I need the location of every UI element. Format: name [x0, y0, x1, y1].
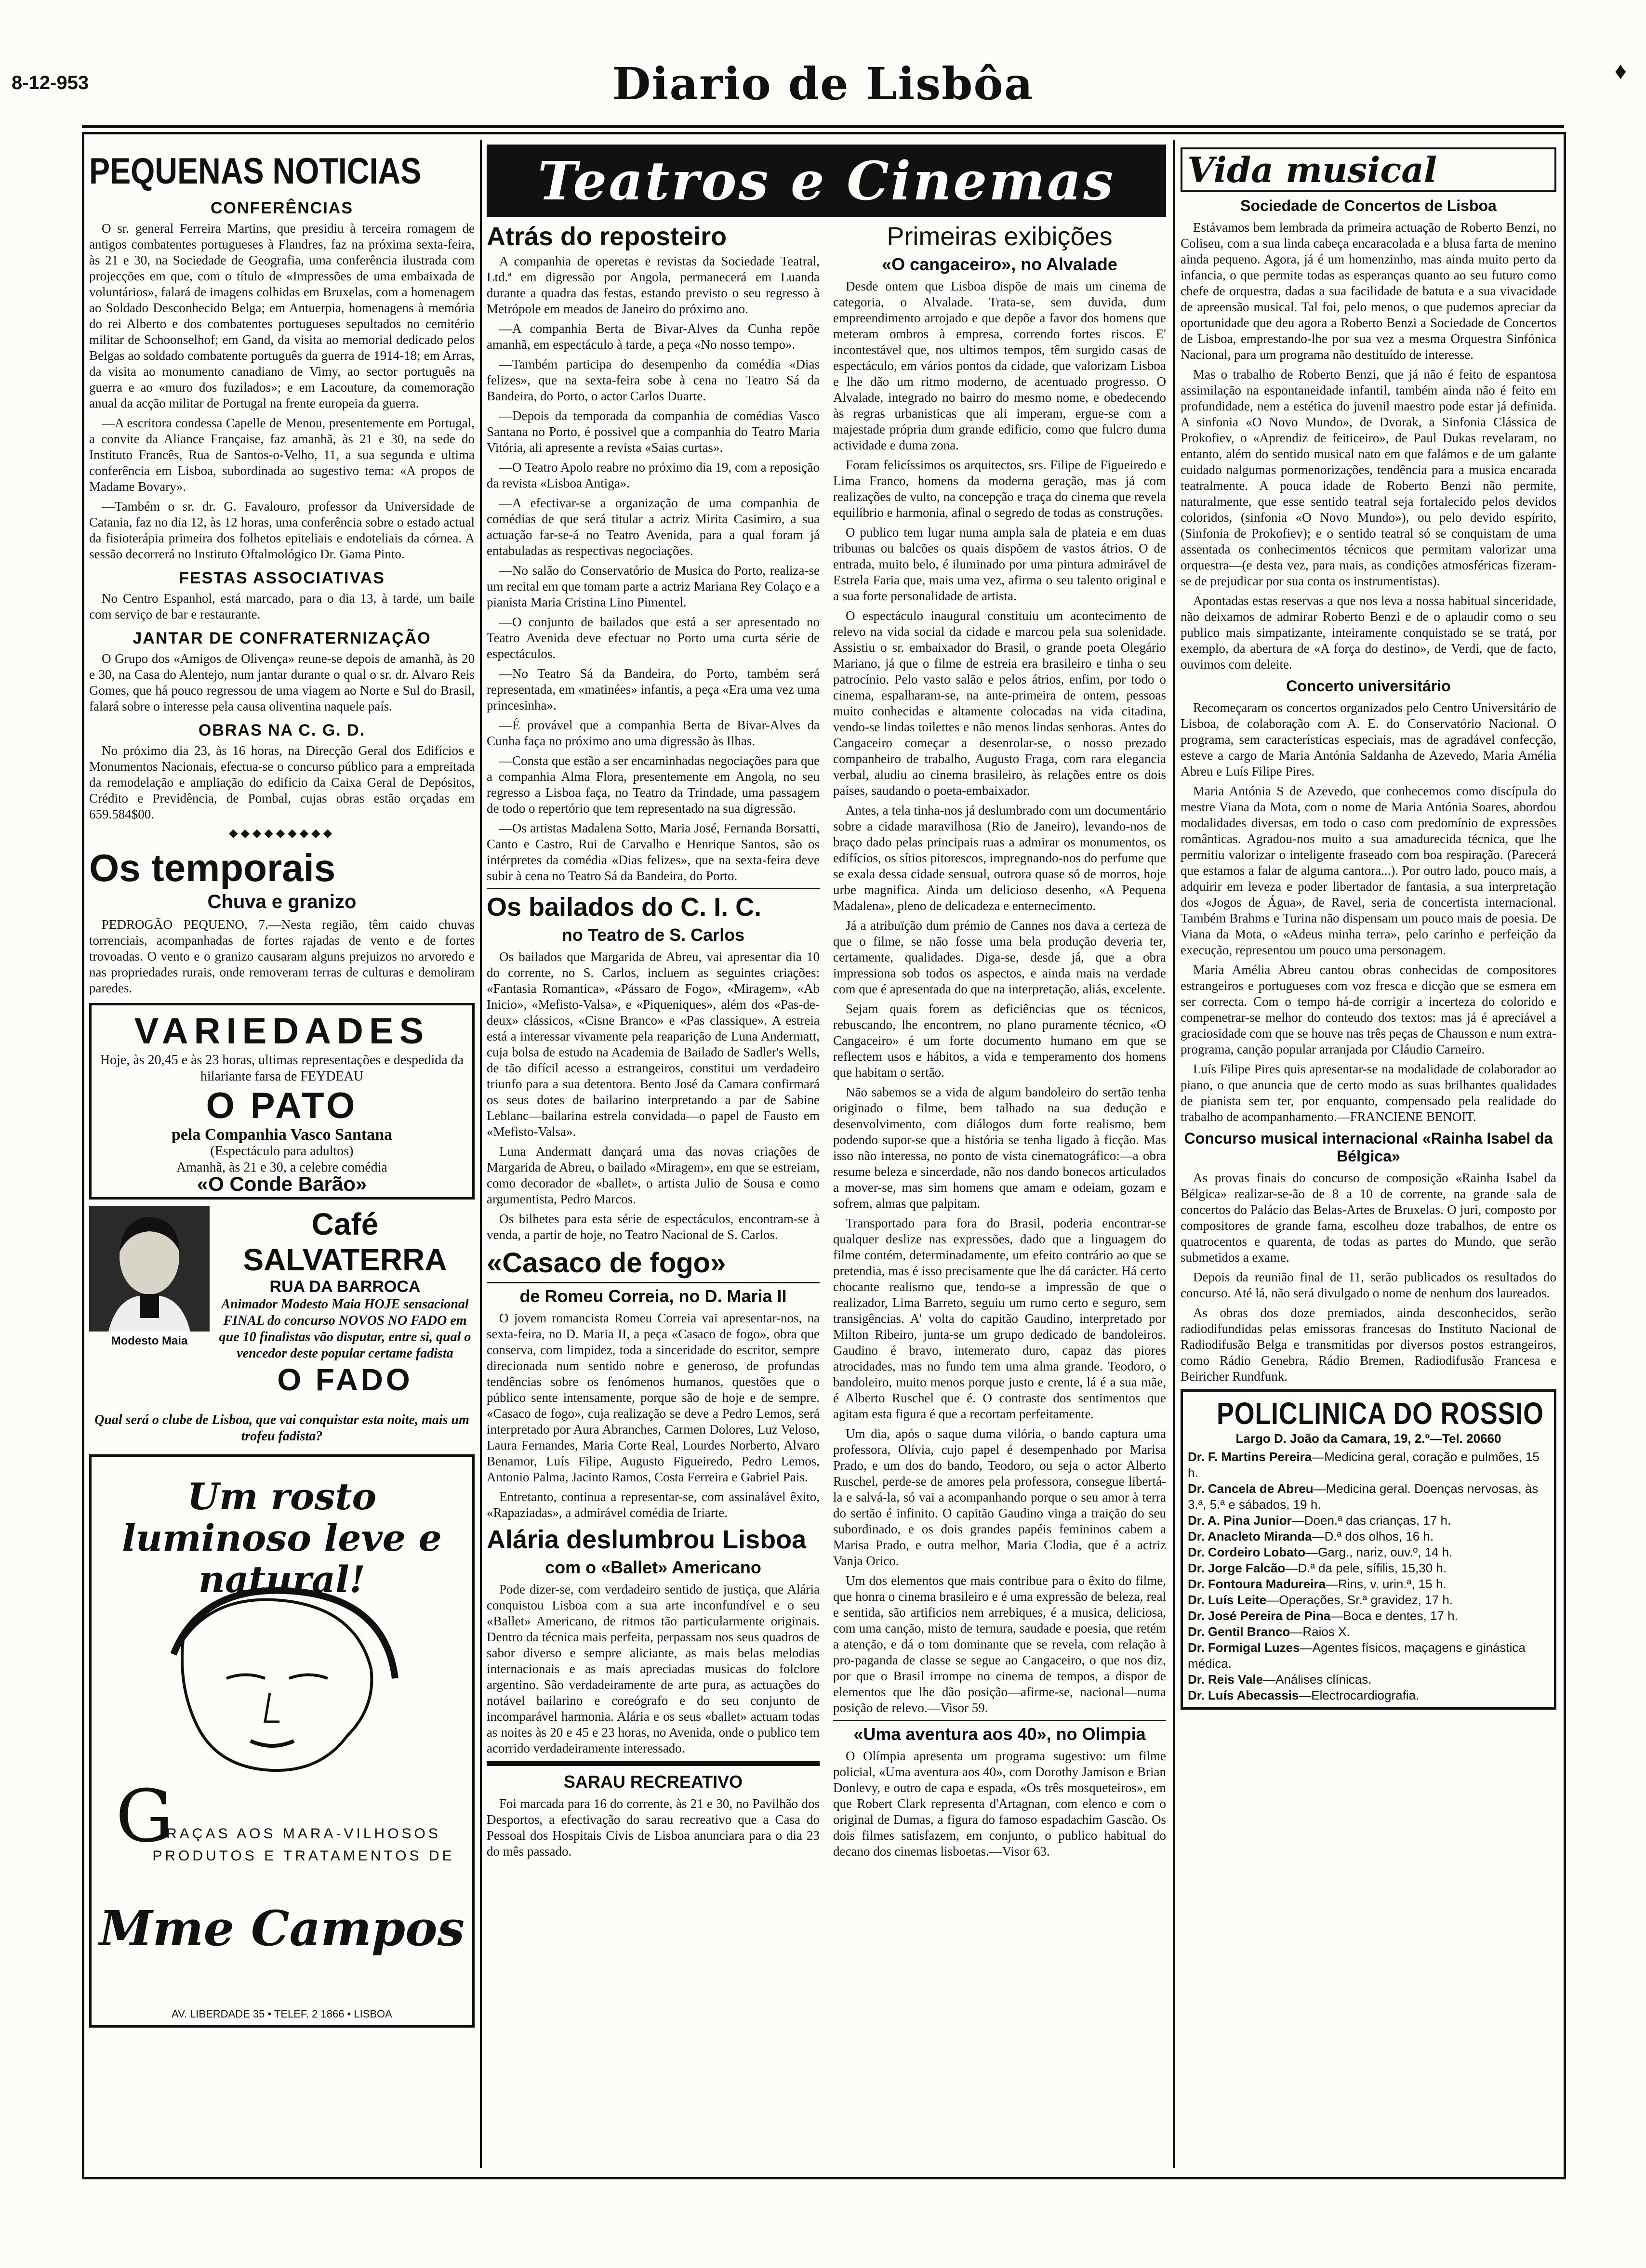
portrait-image	[89, 1206, 210, 1332]
doctor-entry	[1188, 1481, 1549, 1513]
doctor-entry	[1188, 1560, 1549, 1576]
article-paragraph: As provas finais do concurso de composição «Rainha Isabel da Bélgica» realizar-se-ão de 8 a 10 de corrente, na grande sala de concertos do Palácio das Belas-Artes de Bruxelas. O juri, composto por compositores de grande fama, escolheu doze trabalhos, de entre os quatrocentos e quarenta, de todas as partes do Mundo, que serão submetidos a exame.	[1181, 1171, 1556, 1265]
olimpia-title: «Uma aventura aos 40», no Olimpia	[833, 1720, 1166, 1744]
article-paragraph: PEDROGÃO PEQUENO, 7.—Nesta região, têm caido chuvas torrenciais, acompanhadas de fortes rajadas de vento e de fortes trovoadas. O vento e o granizo causaram alguns prejuizos no arvoredo e nas propriedades rurais, onde removeram terras de culturas e demoliram paredes.	[89, 917, 475, 995]
doctor-name: Dr. Jorge Falcão	[1188, 1561, 1286, 1575]
woman-face-illustration	[145, 1582, 414, 1794]
variedades-note: (Espectáculo para adultos)	[210, 1144, 354, 1159]
casaco-subtitle: de Romeu Correia, no D. Maria II	[487, 1282, 820, 1306]
article-paragraph: Os bilhetes para esta série de espectáculos, encontram-se à venda, a partir de hoje, no Teatro Nacional de S. Carlos.	[487, 1212, 820, 1242]
article-paragraph: Pode dizer-se, com verdadeiro sentido de justiça, que Alária conquistou Lisboa com a sua arte inconfundível e o seu «Ballet» Americano, de ritmos tão particularmente originais. Dentro da técnica mais perfeita, perpassam nos seus quadros de sabor diverso e sempre aliciante, as mais belas melodias internacionais e as mais apreciadas musicas do folclore argentino. São verdadeiramente de arte pura, as actuações do notável bailarino e coreógrafo e do seu conjunto de incomparável harmonia. Alária e os seus «ballet» actuam todas as noites às 20 e 45 e 23 horas, no Avenida, onde o publico tem acorrido verdadeiramente interessado.	[487, 1582, 820, 1755]
article-paragraph: Os bailados que Margarida de Abreu, vai apresentar dia 10 do corrente, no S. Carlos, incluem as seguintes criações: «Fantasia Romantica», «Pássaro de Fogo», «Miragem», «Ab Inicio», «Mefisto-Valsa», e «Piqueniques», além dos «Pas-de-deux» clássicos, «Cisne Branco» e «Pas classique». A estreia está a interessar vivamente pela reaparição de Luna Andermatt, cuja bolsa de estudo na Academia de Bailado de Sadler's Wells, de tão difícil acesso a estrangeiros, constitui um verdadeiro triunfo para a sua detentora. Bento José da Camara confirmará os seus dotes de bailarino interpretando a par de Sabine Leblanc—bailarina estrela convidada—o papel de Fausto em «Mefisto-Valsa».	[487, 949, 820, 1139]
article-paragraph: Um dia, após o saque duma vilória, o bando captura uma professora, Olívia, cujo papel é desempenhado por Marisa Prado, e um dos do bando, Teodoro, ou seja o actor Alberto Ruschel, perde-se de amores pela professora, consegue libertá-la e salvá-la, só vai a acompanhando porque o seu amor à terra do sertão é infinito. O capitão Gaudino vinga a traição do seu subordinado, e os dois grandes papéis femininos cabem a Marisa Prado, e outra melhor, Maria Clodia, que é a actriz Vanja Orico.	[833, 1426, 1166, 1568]
sarau-title: SARAU RECREATIVO	[563, 1772, 743, 1792]
variedades-line: Hoje, às 20,45 e às 23 horas, ultimas representações e despedida da hilariante farsa de FEYDEAU	[100, 1053, 464, 1084]
campos-address: AV. LIBERDADE 35 • TELEF. 2 1866 • LISBOA	[172, 2008, 392, 2020]
campos-beauty-ad	[89, 1454, 475, 2028]
article-paragraph: No Centro Espanhol, está marcado, para o dia 13, à tarde, um baile com serviço de bar e restaurante.	[89, 591, 475, 621]
article-paragraph: Luís Filipe Pires quis apresentar-se na modalidade de colaborador ao piano, o que anuncia que de certo modo as suas brilhantes qualidades de pianista sem ter, por enquanto, compensado pela realidade do trabalho de acompanhamento.—FRANCIENE BENOIT.	[1181, 1062, 1556, 1124]
article-paragraph: Apontadas estas reservas a que nos leva a nossa habitual sinceridade, não deixamos de admirar Roberto Benzi e de o aplaudir como o seu publico mais simpatizante, inteiramente conquistado se se tratá, por exemplo, da abertura de «A força do destino», de Verdi, que de facto, ouvimos com deleite.	[1181, 593, 1556, 672]
doctor-name: Dr. Anacleto Miranda	[1188, 1529, 1312, 1543]
doctor-name: Dr. F. Martins Pereira	[1188, 1450, 1312, 1464]
sociedade-heading: Sociedade de Concertos de Lisboa	[1240, 197, 1497, 214]
article-paragraph: Foi marcada para 16 do corrente, às 21 e 30, no Pavilhão dos Desportos, a efectivação do sarau recreativo que a Casa do Pessoal dos Hospitais Civis de Lisboa anunciara para o dia 23 do mês passado.	[487, 1796, 820, 1859]
festas-heading: FESTAS ASSOCIATIVAS	[179, 569, 385, 587]
issue-date: 8-12-953	[12, 72, 89, 93]
photo-caption: Modesto Maia	[111, 1334, 188, 1347]
top-rule	[82, 125, 1564, 128]
doctor-specialty: —D.ª dos olhos, 16 h.	[1312, 1529, 1434, 1543]
concerto-heading: Concerto universitário	[1286, 677, 1451, 695]
article-paragraph: —No Teatro Sá da Bandeira, do Porto, também será representada, em «matinées» infantis, a peça «Era uma vez uma princesinha».	[487, 666, 820, 712]
bailados-subtitle: no Teatro de S. Carlos	[561, 925, 745, 945]
left-column	[89, 145, 475, 2168]
article-paragraph: —A efectivar-se a organização de uma companhia de comédias de que será titular a actriz Mirita Casimiro, a sua actuação far-se-á no Teatro Avenida, para a qual foram já entabuladas as respectivas negociações.	[487, 496, 820, 558]
doctor-specialty: —Operações, Sr.ª gravidez, 17 h.	[1266, 1593, 1453, 1607]
cafe-promo: Animador Modesto Maia HOJE sensacional FINAL do concurso NOVOS NO FADO em que 10 finalistas vão disputar, entre si, qual o vencedor deste popular certame fadista	[219, 1297, 471, 1361]
doctor-name: Dr. Formigal Luzes	[1188, 1640, 1300, 1655]
article-paragraph: Desde ontem que Lisboa dispõe de mais um cinema de categoria, o Alvalade. Trata-se, sem duvida, dum empreendimento arrojado e que depõe a favor dos homens que meteram ombros à empresa, correndo fortes riscos. E' incontestável que, nos ultimos tempos, têm surgido casas de espectáculo, em vários pontos da cidade, que valorizam Lisboa e lhe dão um ritmo moderno, de acentuado progresso. O Alvalade, integrado no bairro do mesmo nome, e obedecendo às regras urbanisticas que ali imperam, ergue-se com a majestade própria dum grande edificio, como que fulcro duma actividade e duma zona.	[833, 279, 1166, 452]
bailados-title: Os bailados do C. I. C.	[487, 888, 820, 922]
doctor-entry	[1188, 1640, 1549, 1672]
article-paragraph: —Os artistas Madalena Sotto, Maria José, Fernanda Borsatti, Canto e Castro, Rui de Carvalho e Henrique Santos, são os intérpretes da comédia «Dias felizes», que na sexta-feira deve subir à cena no Teatro Sá da Bandeira, do Porto.	[487, 821, 820, 883]
theatre-subcolumn	[487, 222, 820, 1863]
article-paragraph: Antes, a tela tinha-nos já deslumbrado com um documentário sobre a cidade maravilhosa (Rio de Janeiro), levando-nos de braço dado pelas principais ruas a admirar os monumentos, os edifícios, os sítios pitorescos, impregnando-nos do perfume que se exala dessa cidade sensual, outrora quase só de morros, hoje urbe magnifica. Ainda um delicioso desenho, «A Pequena Madalena», pleno de delicadeza e enternecimento.	[833, 803, 1166, 913]
article-paragraph: O sr. general Ferreira Martins, que presidiu à terceira romagem de antigos combatentes portugueses à Flandres, faz na próxima sexta-feira, às 21 e 30, na Sociedade de Geografia, uma conferência ilustrada com projecções em que, com o título de «Impressões de uma embaixada de voluntários», falará de imagens colhidas em Bruxelas, com a homenagem ao Soldado Desconhecido Belga; em Antuerpia, homenagens à memória do rei Alberto e dos combatentes portugueses sepultados no cemitério militar de Schoonselhof; em Gand, da visita ao memorial dedicado pelos Belgas ao soldado combatente português da guerra de 1914-18; em Arras, da visita ao monumento canadiano de Vimy, ao sector português na guerra e ao «muro dos fuzilados»; e em Lacouture, da comemoração anual da acção militar de Portugal na frente europeia da guerra.	[89, 221, 475, 410]
article-paragraph: —Também o sr. dr. G. Favalouro, professor da Universidade de Catania, faz no dia 12, às 12 horas, uma conferência sobre o estado actual da fisioterápia primeira dos folhetos epiteliais e endoteliais da córnea. A sessão decorrerá no Instituto Oftalmológico Dr. Gama Pinto.	[89, 499, 475, 561]
concurso-heading: Concurso musical internacional «Rainha Isabel da Bélgica»	[1184, 1130, 1553, 1165]
cangaceiro-subtitle: «O cangaceiro», no Alvalade	[882, 254, 1117, 274]
alaria-subtitle: com o «Ballet» Americano	[545, 1557, 761, 1577]
doctor-specialty: —Boca e dentes, 17 h.	[1330, 1609, 1458, 1623]
column-divider	[1173, 140, 1175, 2168]
doctor-entry	[1188, 1592, 1549, 1608]
middle-column	[487, 145, 1166, 2168]
doctor-entry	[1188, 1529, 1549, 1544]
campos-slogan: Um rosto luminoso leve e natural!	[122, 1475, 442, 1601]
article-paragraph: Maria Amélia Abreu cantou obras conhecidas de compositores estrangeiros e portugueses com voz fresca e dicção que se esmera em ser correcta. Com o tempo há-de corrigir a incerteza do colorido e compenetrar-se melhor do conteudo dos textos: mas já é apreciável a graciosidade com que se houve nas três peças de Chausson e num extra-programa, canção popular arranjada por Cláudio Carneiro.	[1181, 963, 1556, 1056]
article-paragraph: —O conjunto de bailados que está a ser apresentado no Teatro Avenida deve efectuar no Porto uma curta série de espectáculos.	[487, 615, 820, 661]
variedades-line: Amanhã, às 21 e 30, a celebre comédia	[176, 1160, 387, 1175]
doctor-specialty: —Raios X.	[1290, 1624, 1350, 1639]
policlinica-ad	[1181, 1389, 1556, 1710]
column-divider	[480, 140, 482, 2168]
doctor-name: Dr. Luís Leite	[1188, 1593, 1267, 1607]
doctor-specialty: —Doen.ª das crianças, 17 h.	[1291, 1513, 1451, 1528]
conferencias-heading: CONFERÊNCIAS	[210, 199, 354, 217]
article-paragraph: O espectáculo inaugural constituiu um acontecimento de relevo na vida social da cidade e marcou pela sua solenidade. Assistiu o sr. embaixador do Brasil, o grande poeta Olegário Mariano, já que o filme de estreia era brasileiro e tinha o seu patrocínio. Pelo vasto salão e pelos átrios, enfim, por todo o cinema, espalharam-se, na ante-primeira de ontem, pessoas muito conhecidas e altamente colocadas na vida citadina, vendo-se lindas toilettes e não menos lindas senhoras. Antes do Cangaceiro começar a desenrolar-se, o nosso prezado companheiro de trabalho, Augusto Fraga, com rara elegancia verbal, aludiu ao cinema brasileiro, às relações entre os dois países, saudando o poeta-embaixador.	[833, 608, 1166, 798]
article-paragraph: Entretanto, continua a representar-se, com assinalável êxito, «Rapaziadas», a admirável comédia de Iriarte.	[487, 1490, 820, 1520]
campos-initial: G	[116, 1775, 173, 1859]
doctor-entry	[1188, 1576, 1549, 1592]
variedades-title: VARIEDADES	[134, 1011, 430, 1052]
doctor-specialty: —Medicina geral, coração e pulmões, 15 h.	[1188, 1450, 1540, 1480]
policlinica-title: POLICLINICA DO ROSSIO	[1217, 1396, 1544, 1431]
article-paragraph: Já a atribuïção dum prémio de Cannes nos dava a certeza de que o filme, se não fosse uma bela produção deveria ter, certamente, qualidades. Diga-se, desde já, que a obra impressiona sob todos os aspectos, e ainda mais na verdade com que é apresentada do que na interpretação, aliás, excelente.	[833, 918, 1166, 996]
cafe-street: RUA DA BARROCA	[269, 1278, 421, 1296]
cafe-question: Qual será o clube de Lisboa, que vai conquistar esta noite, mais um trofeu fadista?	[94, 1412, 469, 1444]
article-paragraph: Estávamos bem lembrada da primeira actuação de Roberto Benzi, no Coliseu, com a sua linda cabeça encaracolada e a blusa farta de menino ainda pequeno. Agora, já é um homenzinho, mas ainda muito perto da infancia, o que permite todas as esperanças quanto ao seu futuro como chefe de orquestra, dadas a sua facilidade de batuta e a sua vivacidade de apreensão musical. Tal foi, pelo menos, o que pudemos apreciar da oportunidade que deu agora a Roberto Benzi a Sociedade de Concertos de Lisboa, emprestando-lhe por sua vez a mesma Orquestra Sinfónica Nacional, para um programa não destituído de interesse.	[1181, 220, 1556, 362]
vida-musical-title: Vida musical	[1181, 147, 1556, 192]
variedades-next: «O Conde Barão»	[197, 1173, 367, 1195]
doctor-specialty: —Agentes físicos, maçagens e ginástica médica.	[1188, 1640, 1526, 1671]
masthead: Diario de Lisbôa	[612, 58, 1034, 110]
obras-heading: OBRAS NA C. G. D.	[198, 721, 366, 739]
article-paragraph: O jovem romancista Romeu Correia vai apresentar-nos, na sexta-feira, no D. Maria II, a peça «Casaco de fogo», obra que conserva, com limpidez, toda a sinceridade do escritor, sempre direcionada num sentido nobre e generoso, de profundas tendências sobre os fenómenos humanos, questões que o público sente intensamente, porque são de hoje e de sempre. «Casaco de fogo», cuja realização se deve a Pedro Lemos, será interpretado por Aura Abranches, Carmen Dolores, Luz Veloso, Laura Fernandes, Maria Corte Real, Lourdes Norberto, Alvaro Benamor, Luís Filipe, Augusto Figueiredo, Pedro Lemos, Antonio Palma, Jacinto Ramos, Costa Ferreira e Gabriel Pais.	[487, 1311, 820, 1484]
sarau-section	[487, 1761, 820, 1859]
article-paragraph: As obras dos doze premiados, ainda desconhecidos, serão radiodifundidas pelas emissoras francesas do Instituto Nacional de Radiodifusão Belga e transmitidas por diversos postos estrangeiros, como Rádio Genebra, Rádio Bremen, Radiodifusão Francesa e Beiricher Rundfunk.	[1181, 1305, 1556, 1384]
doctor-name: Dr. A. Pina Junior	[1188, 1513, 1292, 1528]
campos-thanks: RAÇAS AOS MARA-VILHOSOS PRODUTOS E TRATAMENTOS DE	[152, 1826, 455, 1864]
cafe-name: Café SALVATERRA	[243, 1207, 447, 1277]
article-paragraph: Mas o trabalho de Roberto Benzi, que já não é feito de espantosa assimilação na espontaneidade infantil, também ainda não é feito em profundidade, nem a estética do juvenil maestro pode estar já definida. A sinfonia «O Novo Mundo», de Dvorak, a Sinfonia Clássica de Prokofiev, o «Aprendiz de feiticeiro», de Paul Dukas revelaram, no entanto, além do sentido musical nato em que falámos e de um galante cuidado nalgumas pormenorizações, tendência para a musica encarada teatralmente. A pouca idade de Roberto Benzi não permite, naturalmente, que esse sentido teatral seja fortalecido pelos devidos coloridos, (sinfonia «O Novo Mundo»), ou pelo devido espírito, (Sinfonia de Prokofiev); e o sentido teatral só se conquistam de uma assentada os conhecimentos técnicos que permitam valorizar uma orquestra—(e desta vez, para mais, as condições atmosféricas fizeram-se de prejudicar por sua conta os instrumentistas).	[1181, 367, 1556, 588]
doctor-specialty: —Garg., nariz, ouv.º, 14 h.	[1305, 1545, 1453, 1559]
article-paragraph: Transportado para fora do Brasil, poderia encontrar-se qualquer deslize nas expressões, dado que a linguagem do filme contém, determinadamente, um efeito contrário ao que se pretendia, mas é isso precisamente que lhe dá carácter. Há certo chocante realismo que, tendo-se a impressão de que o realizador, Lima Barreto, seguiu um rumo certo e seguro, sem transigências. A' volta do capitão Gaudino, interpretado por Milton Ribeiro, junta-se um grupo dedicado de bandoleiros. Gaudino é bravo, intemerato duro, capaz das piores atrocidades, mas no fundo tem uma alma grande. Teodoro, o bandoleiro, muito menos porque justo e crente, lá é a sua mãe, é Alberto Ruschel que é. O contraste dos sentimentos que agitam esta figura é que a recortam perfeitamente.	[833, 1216, 1166, 1421]
pequenas-noticias-title: PEQUENAS NOTICIAS	[89, 151, 422, 192]
article-paragraph: —Consta que estão a ser encaminhadas negociações para que a companhia Alma Flora, presentemente em Angola, no seu regresso a Lisboa faça, no Teatro da Trindade, uma passagem de todo o repertório que tem representado na sua digressão.	[487, 753, 820, 816]
doctor-entry	[1188, 1513, 1549, 1529]
article-paragraph: O publico tem lugar numa ampla sala de plateia e em duas tribunas ou balcões os quais dispõem de vastos átrios. O de entrada, muito belo, é iluminado por uma pintura admirável de Estrela Faria que, mais uma vez, afirma o seu talento original e a sua forte personalidade de artista.	[833, 525, 1166, 603]
article-paragraph: —O Teatro Apolo reabre no próximo dia 19, com a reposição da revista «Lisboa Antiga».	[487, 460, 820, 490]
article-paragraph: Um dos elementos que mais contribue para o êxito do filme, que honra o cinema brasileiro e é uma expressão de beleza, real e sentida, são artificios nem arrebiques, é a musica, deliciosa, com uma canção, misto de ternura, saudade e poesia, que retém a atenção, e dá o tom dominante que se revela, com relação à pro-paganda de classe se segue ao Cangaceiro, o que nos diz, por que o Brasil irrompe no cinema de tempos, a dispor de elementos que lhe dão posição—afirme-se, nacional—numa posição de relevo.—Visor 59.	[833, 1573, 1166, 1715]
ornament-divider: ◆◆◆◆◆◆◆◆◆	[228, 827, 335, 840]
article-paragraph: O Grupo dos «Amigos de Olivença» reune-se depois de amanhã, às 20 e 30, na Casa do Alentejo, num jantar durante o qual o sr. dr. Alvaro Reis Gomes, que há pouco regressou de uma viagem ao Norte e Sul do Brasil, falará sobre o interesse pela causa oliventina naquele país.	[89, 651, 475, 713]
article-paragraph: Foram felicíssimos os arquitectos, srs. Filipe de Figueiredo e Lima Franco, homens da moderna geração, mas já com realizações de vulto, na concepção e traça do cinema que revela equilíbrio e harmonia, afinal o segredo de todas as construções.	[833, 458, 1166, 520]
doctor-specialty: —Análises clínicas.	[1263, 1672, 1372, 1687]
doctor-entry	[1188, 1688, 1549, 1703]
article-paragraph: Sejam quais forem as deficiências que os técnicos, rebuscando, lhe encontrem, no plano puramente técnico, «O Cangaceiro» é um forte documento humano em que se reflectem usos e hábitos, a vida e temperamento dos homens que habitam o sertão.	[833, 1002, 1166, 1080]
variedades-company: pela Companhia Vasco Santana	[171, 1126, 393, 1144]
policlinica-doctor-list	[1188, 1449, 1549, 1703]
teatros-cinemas-banner: Teatros e Cinemas	[487, 145, 1166, 217]
temporais-subtitle: Chuva e granizo	[207, 891, 357, 912]
article-paragraph: —No salão do Conservatório de Musica do Porto, realiza-se um recital em que tomam parte a actriz Mariana Rey Colaço e a pianista Maria Cristina Lino Pimentel.	[487, 563, 820, 609]
doctor-entry	[1188, 1544, 1549, 1560]
middle-subcolumns	[487, 222, 1166, 1863]
article-paragraph: A companhia de operetas e revistas da Sociedade Teatral, Ltd.ª em digressão por Angola, permanecerá em Luanda durante a quadra das festas, estando previsto o seu regresso à Metrópole em meados de Janeiro do próximo ano.	[487, 254, 820, 316]
doctor-entry	[1188, 1608, 1549, 1624]
jantar-heading: JANTAR DE CONFRATERNIZAÇÃO	[133, 629, 431, 647]
article-paragraph: —Depois da temporada da companhia de comédias Vasco Santana no Porto, é possivel que a companhia do Teatro Maria Vitória, ali apresente a revista «Saias curtas».	[487, 409, 820, 455]
primeiras-title: Primeiras exibições	[887, 222, 1113, 251]
article-paragraph: —Também participa do desempenho da comédia «Dias felizes», que na sexta-feira sobe à cena no Teatro Sá da Bandeira, do Porto, o actor Carlos Duarte.	[487, 357, 820, 403]
doctor-name: Dr. José Pereira de Pina	[1188, 1609, 1331, 1623]
variedades-ad	[89, 1003, 475, 1200]
article-paragraph: Não sabemos se a vida de algum bandoleiro do sertão tenha originado o filme, bem talhado na sua dedução e desenvolvimento, com diálogos dum forte realismo, bem podendo supor-se que a história se tenha ligado à ficção. Mas isso não interessa, no ponto de vista cinematográfico:—a obra resume beleza e sincerdade, não nos dando bonecos articulados a mover-se, mas sim homens que amam e odeiam, gozam e sofrem, almas que palpitam.	[833, 1085, 1166, 1211]
modesto-maia-photo	[89, 1206, 210, 1347]
article-paragraph: Depois da reunião final de 11, serão publicados os resultados do concurso. Até lá, não será divulgado o nome de nenhum dos laureados.	[1181, 1270, 1556, 1300]
article-paragraph: Maria Antónia S de Azevedo, que conhecemos como discípula do mestre Viana da Mota, com o nome de Maria Antónia Soares, abordou modalidades diversas, em todo o caso com predomínio de expressões românticas. Agradou-nos muito a sua amadurecida técnica, que lhe permitiu valorizar o inteligente fraseado com boa respiração. (Parecerá que estamos a falar de alguma cantora...). Por outro lado, pouco mais, a adquirir em leveza e poder libertador de fantasia, a sua interpretação dos «Jogos de Água», de Ravel, seria de concertista internacional. Também Brahms e Turina não dispensam um pouco mais de poesia. De Viana da Mota, o «Adeus minha terra», pelo carinho e perfeição da execução, representou um pouco uma personagem.	[1181, 784, 1556, 957]
cafe-text	[215, 1206, 475, 1398]
article-paragraph: —É provável que a companhia Berta de Bivar-Alves da Cunha faça no próximo ano uma digressão às Ilhas.	[487, 718, 820, 748]
doctor-name: Dr. Luís Abecassis	[1188, 1688, 1299, 1702]
doctor-specialty: —D.ª da pele, sífilis, 15,30 h.	[1285, 1561, 1447, 1575]
right-column	[1181, 145, 1556, 2168]
doctor-name: Dr. Gentil Branco	[1188, 1624, 1290, 1639]
casaco-title: «Casaco de fogo»	[487, 1247, 726, 1279]
page-mark: ♦	[1614, 57, 1627, 84]
doctor-name: Dr. Cancela de Abreu	[1188, 1481, 1314, 1496]
doctor-specialty: —Medicina geral. Doenças nervosas, às 3.ª, 5.ª e sábados, 19 h.	[1188, 1481, 1539, 1512]
doctor-name: Dr. Fontoura Madureira	[1188, 1577, 1326, 1591]
doctor-specialty: —Electrocardiografia.	[1299, 1688, 1420, 1702]
doctor-entry	[1188, 1624, 1549, 1640]
article-paragraph: —A companhia Berta de Bivar-Alves da Cunha repõe amanhã, em espectáculo à tarde, a peça «No nosso tempo».	[487, 321, 820, 352]
article-paragraph: —A escritora condessa Capelle de Menou, presentemente em Portugal, a convite da Aliance Française, faz amanhã, às 21 e 30, na sede do Instituto Francês, Rua de Santos-o-Velho, 11, a sua segunda e ultima conferência em Lisboa, subordinada ao sugestivo tema: «A propos de Madame Bovary».	[89, 416, 475, 494]
doctor-entry	[1188, 1672, 1549, 1688]
doctor-name: Dr. Cordeiro Lobato	[1188, 1545, 1306, 1559]
doctor-entry	[1188, 1449, 1549, 1481]
article-paragraph: O Olímpia apresenta um programa sugestivo: um filme policial, «Uma aventura aos 40», com Dorothy Jamison e Brian Donlevy, e outro de capa e espada, «Os três mosqueteiros», em que Robert Clark representa d'Artagnan, com elenco e com o original de Dumas, a figura do famoso espadachim Gascão. Os dois filmes satisfazem, em conjunto, o publico habitual do decano dos cinemas lisboetas.—Visor 63.	[833, 1749, 1166, 1859]
reposteiro-title: Atrás do reposteiro	[487, 222, 727, 251]
temporais-title: Os temporais	[89, 846, 336, 889]
article-paragraph: Luna Andermatt dançará uma das novas criações de Margarida de Abreu, o bailado «Miragem», em que se estreiam, como decorador de «ballet», o artista Julio de Sousa e como argumentista, Pedro Marcos.	[487, 1144, 820, 1206]
campos-brand: Mme Campos	[99, 1900, 465, 1957]
doctor-name: Dr. Reis Vale	[1188, 1672, 1263, 1687]
alaria-title: Alária deslumbrou Lisboa	[487, 1525, 807, 1554]
cafe-salvaterra-ad	[89, 1206, 475, 1398]
article-paragraph: Recomeçaram os concertos organizados pelo Centro Universitário de Lisboa, de colaboração com A. E. do Conservatório Nacional. O programa, sem características especiais, mas de agradável confecção, esteve a cargo de Maria Antónia Saldanha de Azevedo, Maria Amélia Abreu e Luís Filipe Pires.	[1181, 700, 1556, 778]
policlinica-address: Largo D. João da Camara, 19, 2.º—Tel. 20660	[1235, 1431, 1501, 1446]
variedades-show: O PATO	[206, 1085, 358, 1126]
cafe-fado-title: O FADO	[277, 1362, 413, 1397]
cinema-subcolumn	[833, 222, 1166, 1863]
article-paragraph: No próximo dia 23, às 16 horas, na Direcção Geral dos Edifícios e Monumentos Nacionais, efectua-se o concurso público para a empreitada da remodelação e ampliação do edificio da Caixa Geral de Depósitos, Crédito e Previdência, de Pombal, cujas obras estão orçadas em 659.584$00.	[89, 743, 475, 821]
doctor-specialty: —Rins, v. urin.ª, 15 h.	[1326, 1577, 1447, 1591]
